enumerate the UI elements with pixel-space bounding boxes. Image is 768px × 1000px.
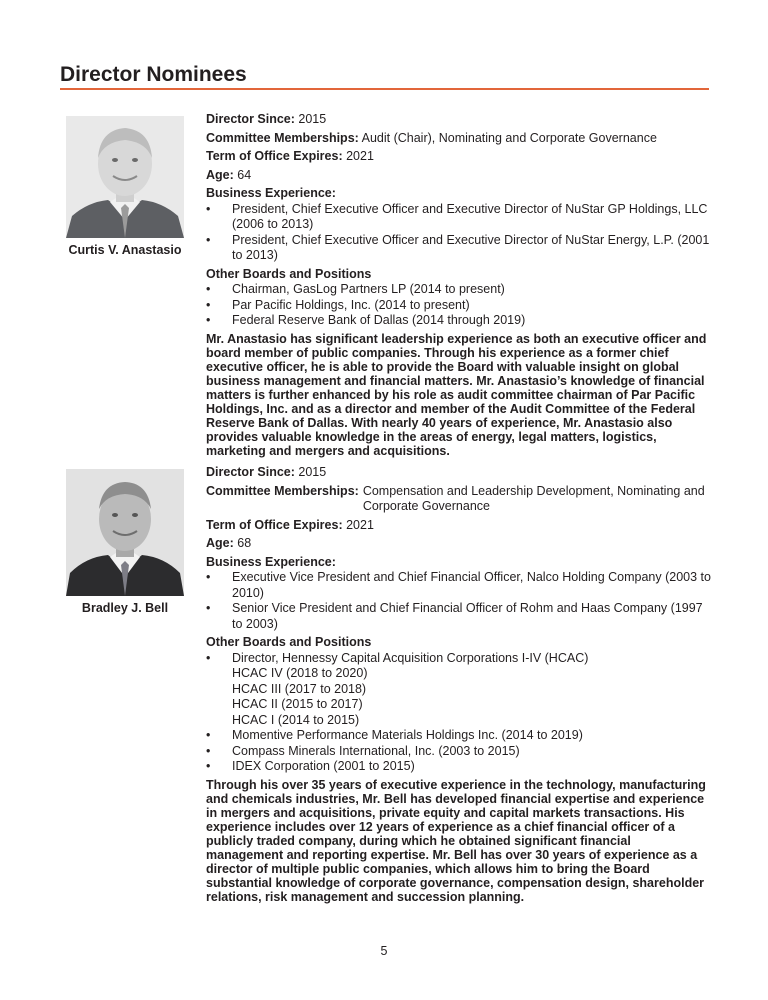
list-item: • IDEX Corporation (2001 to 2015) [206,759,415,773]
list-item: • Federal Reserve Bank of Dallas (2014 through 2019) [206,313,526,327]
sub-item: HCAC III (2017 to 2018) [232,681,367,696]
list-item: • Director, Hennessy Capital Acquisition Corporations I-IV (HCAC) HCAC IV (2018 to 2020) HCAC III (2017 to 2018) HCAC II (2015 to 2017) HCAC I (2014 to 2015) [206,651,711,729]
term-row [206,518,711,534]
term-value: 2021 [346,149,374,163]
term-label: Term of Office Expires: [206,149,343,163]
list-item: • Compass Minerals International, Inc. (2003 to 2015) [206,743,520,758]
sub-item: HCAC IV (2018 to 2020) [232,666,368,680]
term-value: 2021 [346,517,374,532]
committee-row [206,484,711,515]
director-since-label: Director Since: [206,465,295,479]
other-boards-heading: Other Boards and Positions [206,266,372,281]
other-boards-list [206,651,711,775]
nominee-name: Bradley J. Bell [81,601,169,615]
page-title: Director Nominees [60,63,247,86]
committee-label: Committee Memberships: [206,483,359,498]
age-label: Age: [206,167,234,182]
sub-item: HCAC II (2015 to 2017) [232,697,363,711]
age-label: Age: [206,536,234,550]
business-experience-list [206,570,711,632]
qualifications-summary: Through his over 35 years of executive experience in the technology, manufacturing and chemicals industries, Mr. Bell has developed financial expertise and experience in mergers and acquisitions, private equity and capital markets transactions. His experience includes over 12 years of experience as a chief financial officer of a publicly traded company, during which he obtained significant financial management and reporting expertise. Mr. Bell has over 30 years of experience as a director of multiple public companies, which allows him to bring the Board substantial knowledge of corporate governance, compensation design, shareholder relations, risk management and succession planning. [206,777,706,904]
business-experience-heading: Business Experience: [206,554,336,569]
committee-value: Compensation and Leadership Development, Nominating and Corporate Governance [362,483,705,513]
sub-item: HCAC I (2014 to 2015) [232,712,360,727]
age-value: 68 [237,536,252,550]
committee-row [206,131,711,147]
director-since-row [206,465,711,481]
list-item: • Senior Vice President and Chief Financial Officer of Rohm and Haas Company (1997 to 2003) [206,601,703,631]
term-row [206,149,711,165]
nominee-photo-anastasio [66,116,184,238]
term-label: Term of Office Expires: [206,517,343,532]
title-divider [60,88,709,90]
list-item: • President, Chief Executive Officer and Executive Director of NuStar Energy, L.P. (2001 to 2013) [206,232,710,262]
list-item: • Momentive Performance Materials Holdings Inc. (2014 to 2019) [206,728,583,742]
nominee-name: Curtis V. Anastasio [68,243,182,257]
committee-label: Committee Memberships: [206,130,359,145]
business-experience-heading: Business Experience: [206,186,336,200]
nominee-bio-anastasio [206,112,711,458]
director-since-label: Director Since: [206,112,295,126]
director-since-row [206,112,711,128]
age-row [206,536,711,552]
list-item: • President, Chief Executive Officer and Executive Director of NuStar GP Holdings, LLC (2006 to 2013) [206,201,708,231]
director-since-value: 2015 [298,465,327,479]
nominee-bio-bell [206,465,711,904]
committee-value: Audit (Chair), Nominating and Corporate Governance [361,130,657,145]
qualifications-summary: Mr. Anastasio has significant leadership experience as both an executive officer and board member of public companies. Through his experience as a former chief executive officer, he is able to provide the Board with valuable insight on global business management and financial matters. Mr. Anastasio’s knowledge of financial matters is further enhanced by his role as audit committee chairman of Par Pacific Holdings, Inc. and as a director and member of the Audit Committee of the Federal Reserve Bank of Dallas. With nearly 40 years of experience, Mr. Anastasio also provides valuable knowledge in the areas of energy, legal matters, logistics, marketing and mergers and acquisitions. [206,331,707,458]
age-row [206,168,711,184]
director-since-value: 2015 [298,112,327,126]
age-value: 64 [237,167,252,182]
other-boards-list [206,282,711,329]
list-item: • Executive Vice President and Chief Financial Officer, Nalco Holding Company (2003 to 2010) [206,570,711,600]
list-item: • Par Pacific Holdings, Inc. (2014 to present) [206,297,470,312]
business-experience-list [206,202,711,264]
other-boards-heading: Other Boards and Positions [206,635,372,649]
list-item: • Chairman, GasLog Partners LP (2014 to present) [206,282,505,296]
nominee-photo-bell [66,469,184,596]
page-number: 5 [380,944,388,958]
